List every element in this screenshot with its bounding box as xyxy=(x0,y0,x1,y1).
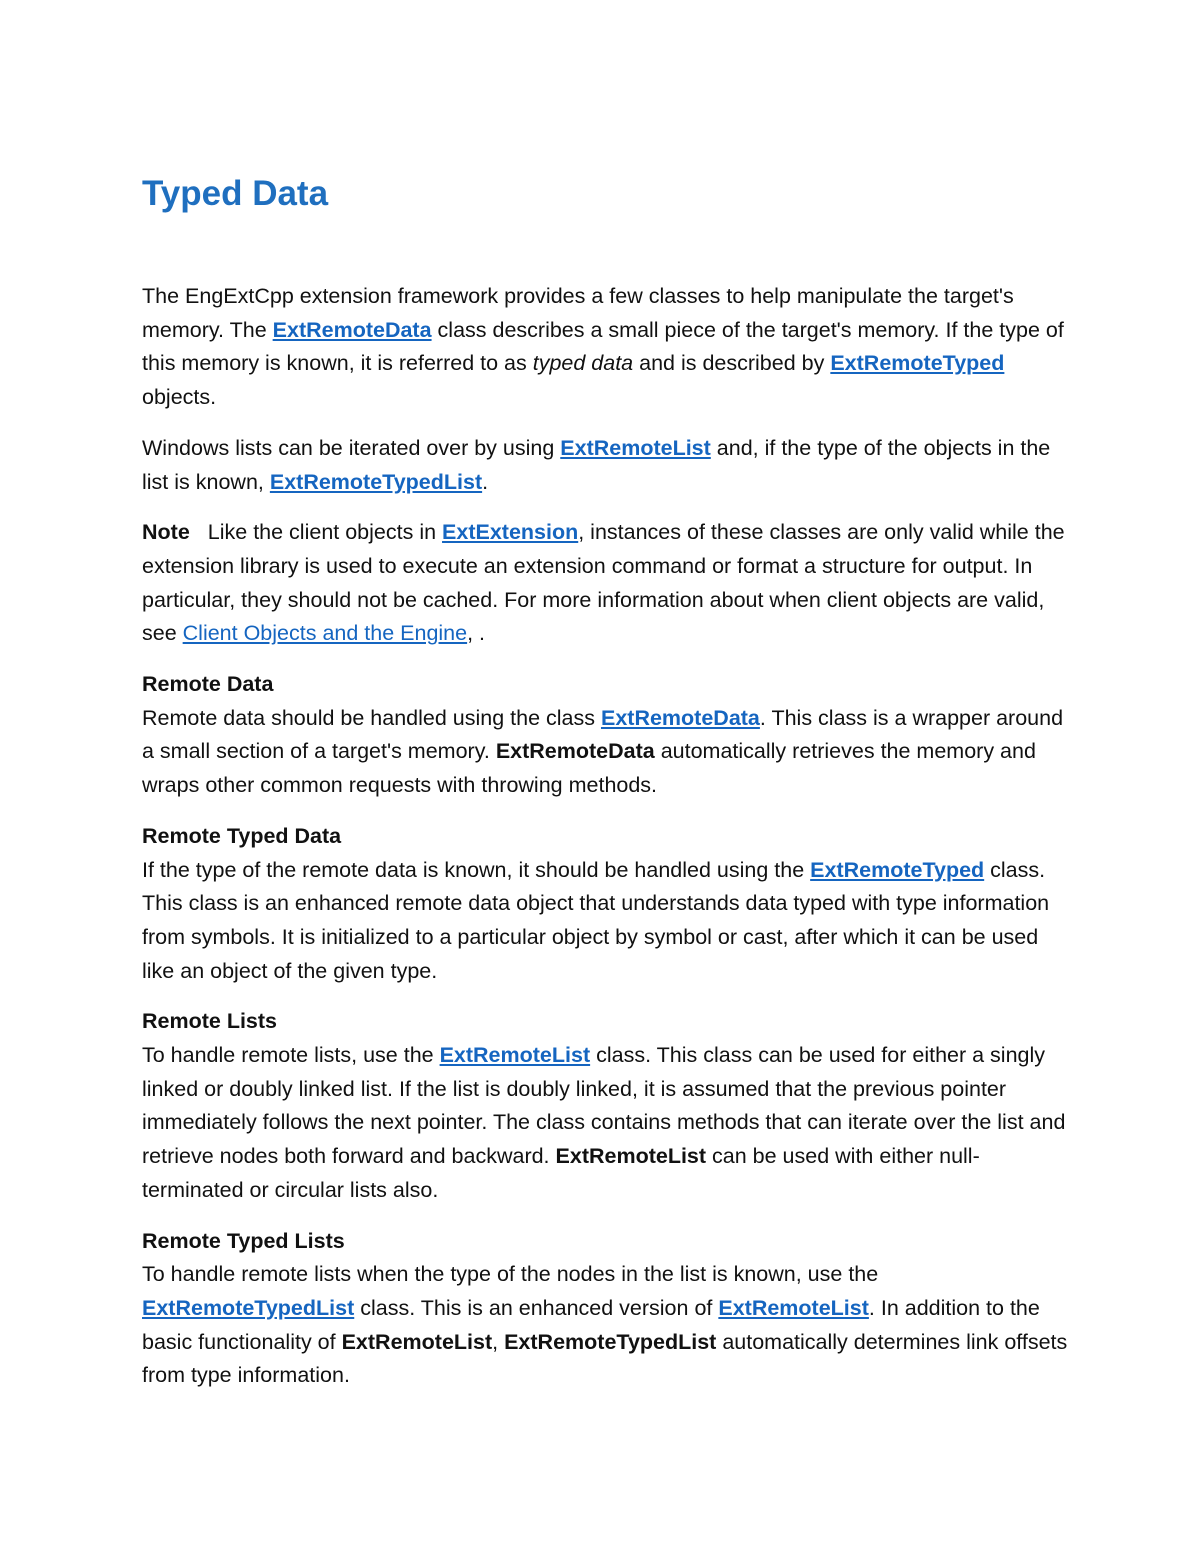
document-body xyxy=(142,168,1072,1410)
remote-lists-text-3: can be used with either null-terminated or circular lists also. xyxy=(142,1144,980,1202)
remote-data-extremotedata-link[interactable]: ExtRemoteData xyxy=(600,705,760,730)
remote-typed-lists-bold-term-1: ExtRemoteList xyxy=(341,1329,493,1354)
note-label: Note xyxy=(142,520,190,545)
remote-data-text-3: automatically retrieves the memory and wraps other common requests with throwing methods. xyxy=(142,739,1036,798)
remote-typed-lists-text-4: , xyxy=(492,1329,505,1354)
intro-text-1: The EngExtCpp extension framework provides a few classes to help manipulate the target's memory. The xyxy=(142,284,1014,342)
remote-lists-extremotelist-link[interactable]: ExtRemoteList xyxy=(439,1043,591,1068)
remote-typed-lists-text-1: To handle remote lists when the type of the nodes in the list is known, use the xyxy=(142,1262,879,1287)
remote-typed-data-extremotetyped-link[interactable]: ExtRemoteTyped xyxy=(810,857,985,882)
note-text-1: Like the client objects in xyxy=(207,520,443,545)
remote-typed-data-heading: Remote Typed Data xyxy=(142,823,342,848)
extextension-link[interactable]: ExtExtension xyxy=(442,520,579,545)
remote-data-text-1: Remote data should be handled using the class xyxy=(142,705,601,730)
remote-lists-bold-term: ExtRemoteList xyxy=(555,1144,707,1169)
note-text-2: , instances of these classes are only valid while the extension library is used to execute an extension command or format a structure for output. In particular, they should not be cached. For more information about when client objects are valid, see xyxy=(142,520,1065,646)
lists-text-2: and, if the type of the objects in the list is known, xyxy=(142,435,1051,494)
intro-text-2: class describes a small piece of the target's memory. If the type of this memory is known, it is referred to as xyxy=(142,317,1064,376)
remote-typed-data-text-2: class. This class is an enhanced remote data object that understands data typed with type information from symbols. It is initialized to a particular object by symbol or cast, after which it can be used like an object of the given type. xyxy=(142,857,1050,983)
page-title: Typed Data xyxy=(142,174,329,213)
remote-data-section xyxy=(142,668,1072,803)
remote-data-bold-term: ExtRemoteData xyxy=(495,739,655,764)
remote-typed-lists-extremotelist-link[interactable]: ExtRemoteList xyxy=(718,1295,869,1320)
extremotelist-link[interactable]: ExtRemoteList xyxy=(560,435,711,460)
note-paragraph xyxy=(142,516,1072,651)
extremotetypedlist-link[interactable]: ExtRemoteTypedList xyxy=(269,469,483,494)
remote-typed-lists-text-3: . In addition to the basic functionality of xyxy=(142,1295,1040,1354)
intro-text-4: objects. xyxy=(142,385,217,410)
remote-lists-text-2: class. This class can be used for either a singly linked or doubly linked list. If the list is doubly linked, it is assumed that the previous pointer immediately follows the next pointer. The class contains methods that can iterate over the list and retrieve nodes both forward and backward. xyxy=(142,1043,1066,1169)
remote-data-text-2: . This class is a wrapper around a small section of a target's memory. xyxy=(142,705,1064,764)
remote-typed-lists-extremotetypedlist-link[interactable]: ExtRemoteTypedList xyxy=(142,1295,355,1320)
extremotedata-link[interactable]: ExtRemoteData xyxy=(272,317,432,342)
intro-paragraph xyxy=(142,280,1072,415)
remote-typed-lists-bold-term-2: ExtRemoteTypedList xyxy=(504,1329,717,1354)
remote-typed-lists-text-2: class. This is an enhanced version of xyxy=(354,1295,719,1320)
client-objects-link[interactable]: Client Objects and the Engine xyxy=(182,621,468,646)
remote-data-heading: Remote Data xyxy=(142,672,274,697)
remote-typed-lists-text-5: automatically determines link offsets from type information. xyxy=(142,1329,1068,1388)
remote-typed-data-section xyxy=(142,820,1072,989)
remote-lists-heading: Remote Lists xyxy=(142,1009,278,1034)
remote-typed-lists-heading: Remote Typed Lists xyxy=(142,1228,345,1253)
typed-data-term: typed data xyxy=(532,351,634,376)
lists-paragraph xyxy=(142,432,1072,499)
remote-typed-lists-section xyxy=(142,1225,1072,1394)
note-text-3: , . xyxy=(467,621,486,646)
extremotetyped-link[interactable]: ExtRemoteTyped xyxy=(830,351,1005,376)
remote-typed-data-text-1: If the type of the remote data is known, it should be handled using the xyxy=(142,857,811,882)
intro-text-3: and is described by xyxy=(633,351,831,376)
remote-lists-text-1: To handle remote lists, use the xyxy=(142,1043,440,1068)
remote-lists-section xyxy=(142,1005,1072,1207)
lists-text-3: . xyxy=(482,469,489,494)
lists-text-1: Windows lists can be iterated over by using xyxy=(142,435,561,460)
